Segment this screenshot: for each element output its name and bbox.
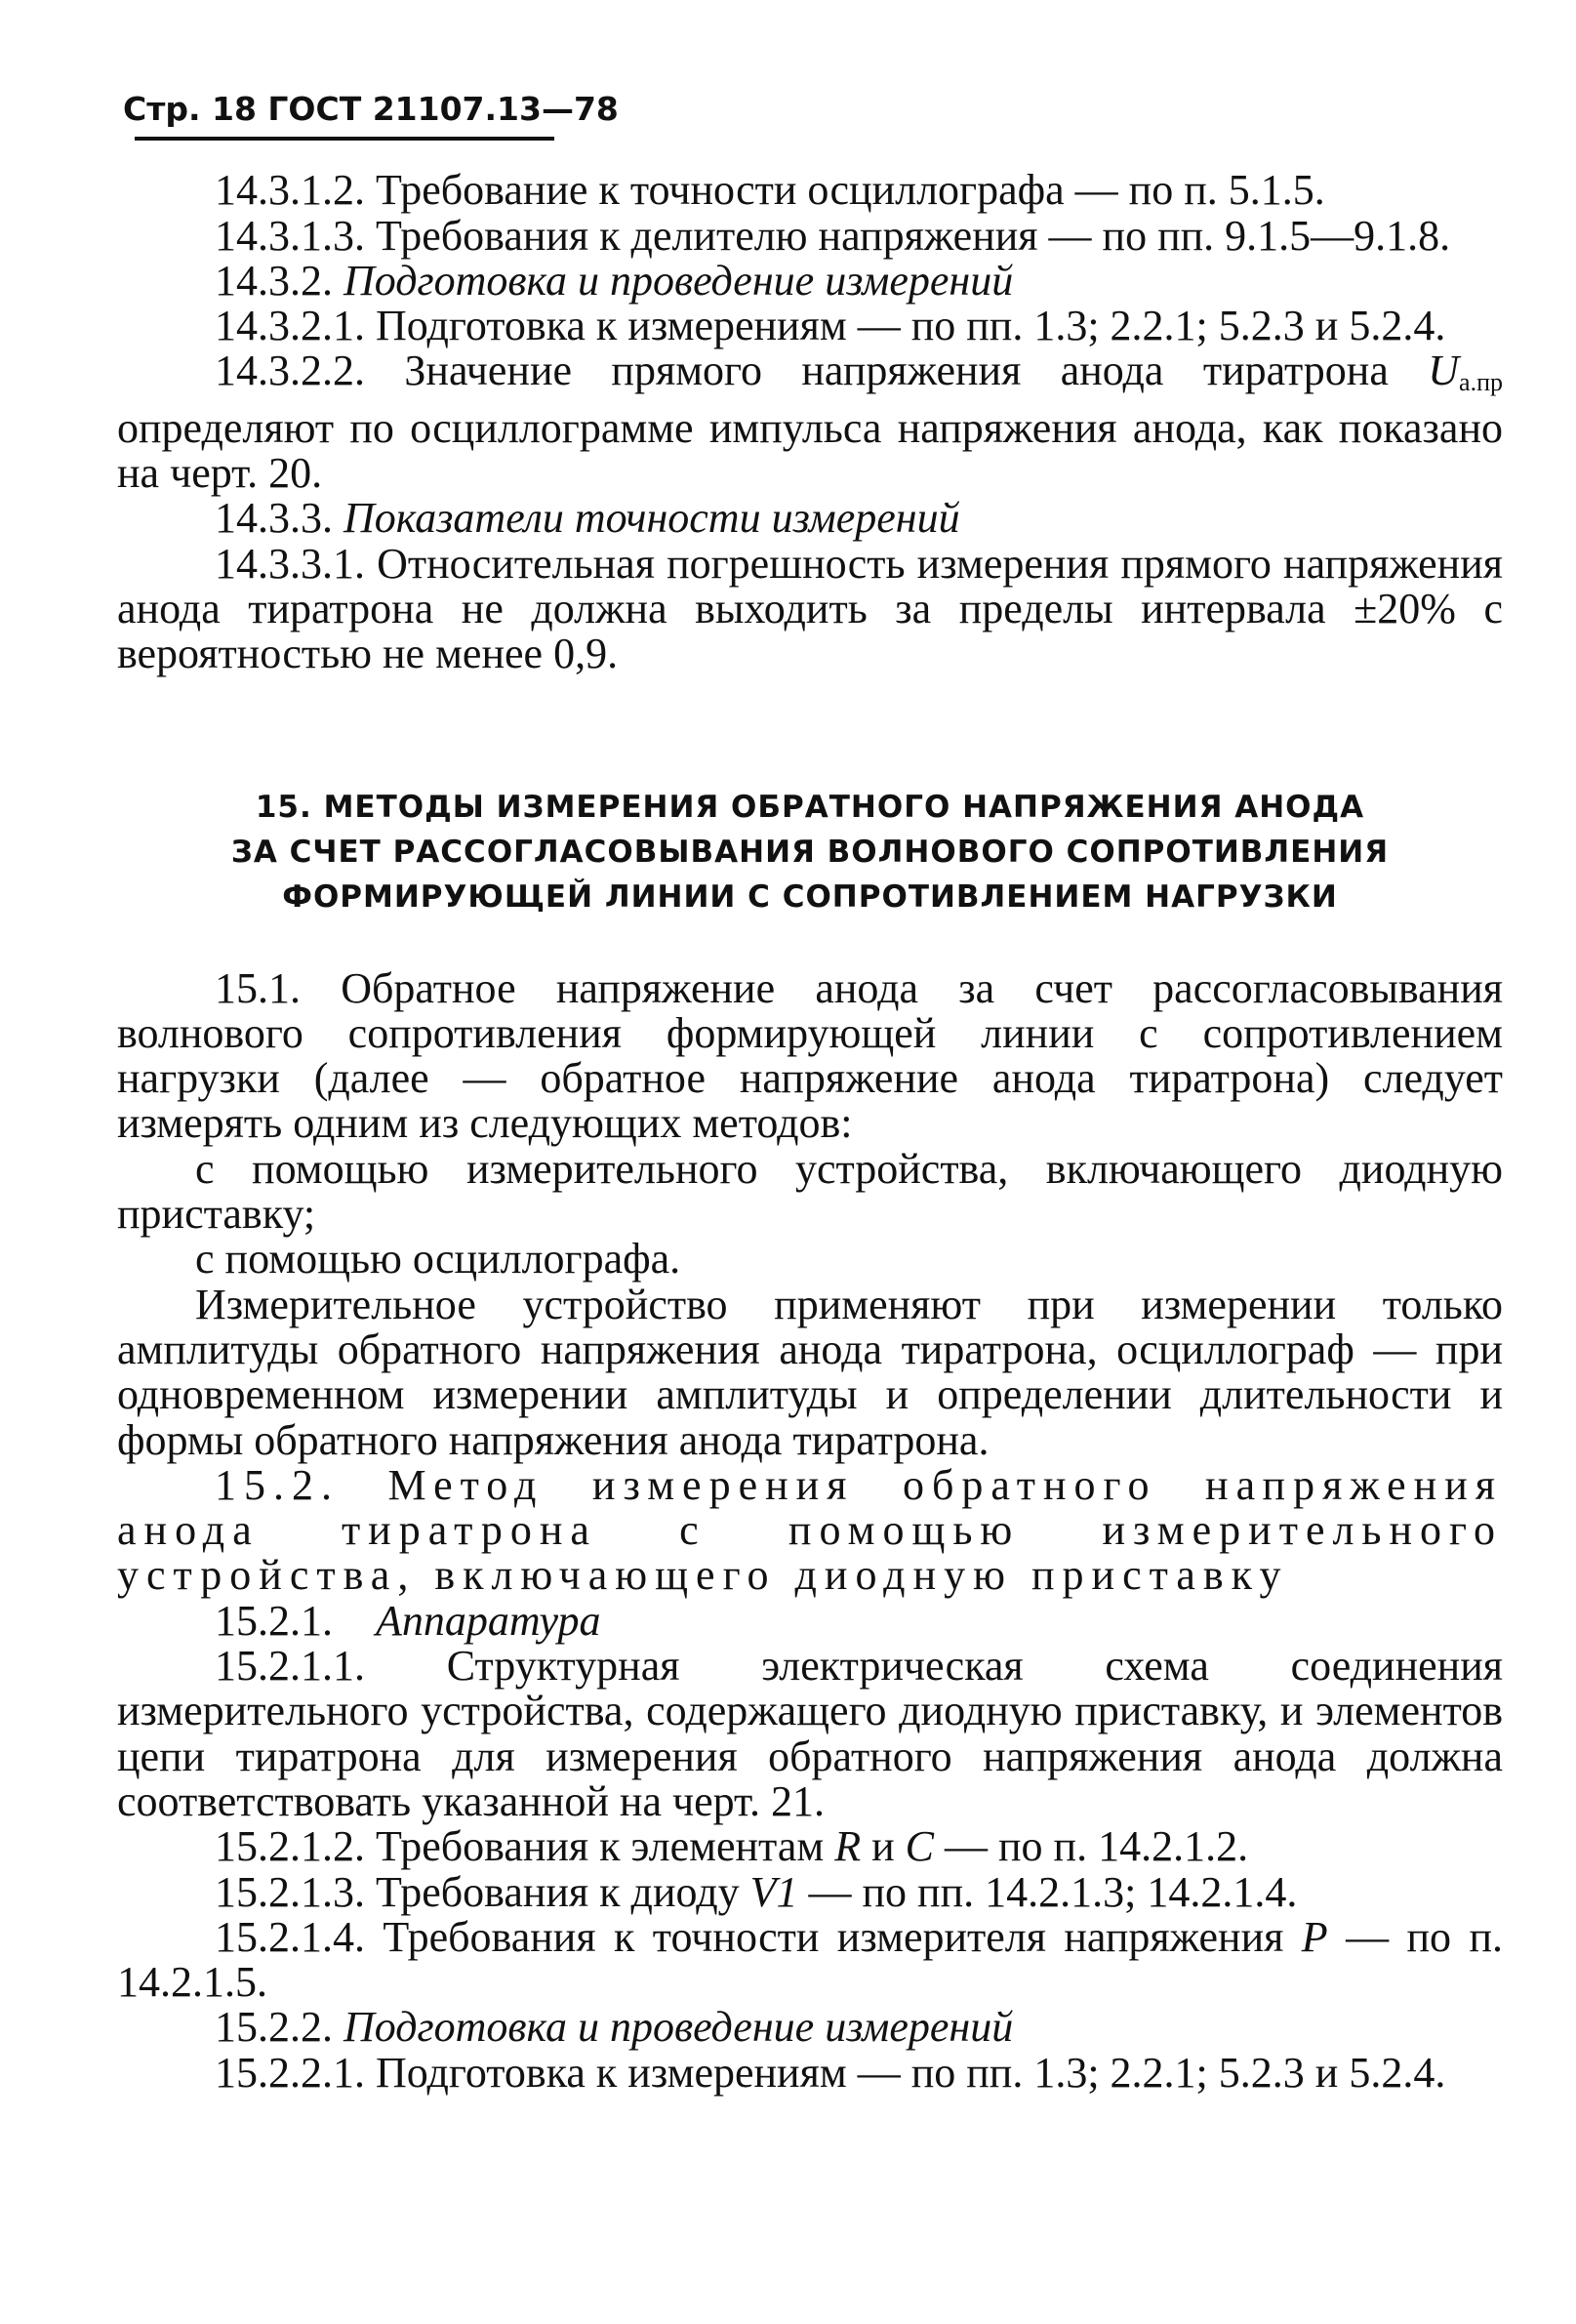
symbol-c: C: [905, 1822, 934, 1871]
paragraph-14-3-1-3: 14.3.1.3. Требования к делителю напряжения — по пп. 9.1.5—9.1.8.: [215, 211, 1451, 260]
paragraph-15-2-1-1: 15.2.1.1. Структурная электрическая схема соединения измерительного устройства, содержащего диодную приставку, и элементов цепи тиратрона для измерения обратного напряжения анода должна соответствовать указанной на черт. 21.: [117, 1642, 1503, 1825]
clause-title-15-2-1: Аппаратура: [376, 1596, 601, 1645]
paragraph-15-2-2: [117, 2005, 1503, 2050]
paragraph-15-2-1-2-and: и: [861, 1822, 906, 1871]
paragraph-15-2-1-4-text-start: 15.2.1.4. Требования к точности измерителя напряжения: [215, 1912, 1302, 1961]
clause-number-14-3-2: 14.3.2.: [215, 256, 333, 305]
paragraph-14-3-2-2-text-start: 14.3.2.2. Значение прямого напряжения анода тиратрона: [215, 347, 1429, 395]
symbol-u: U: [1428, 347, 1460, 395]
paragraph-14-3-1-2: 14.3.1.2. Требование к точности осциллографа — по п. 5.1.5.: [215, 166, 1325, 215]
paragraph-14-3-2-2: [117, 348, 1503, 496]
paragraph-15-2-1-4: [117, 1912, 1504, 2007]
section-15-heading: [117, 785, 1503, 919]
paragraph-15-2-1-2: [117, 1824, 1503, 1869]
paragraph-15-2-1-3: [117, 1867, 1503, 1916]
symbol-p: P: [1301, 1912, 1328, 1961]
clause-title-15-2-2: Подготовка и проведение измерений: [343, 2003, 1014, 2052]
paragraph-14-3-3: [117, 496, 1503, 541]
clause-title-14-3-3: Показатели точности измерений: [343, 494, 960, 543]
paragraph-15-1-note: Измерительное устройство применяют при измерении только амплитуды обратного напряжения анода тиратрона, осциллограф — при одновременном измерении амплитуды и определении длительности и формы обратного напряжения анода тиратрона.: [117, 1280, 1503, 1464]
clause-title-14-3-2: Подготовка и проведение измерений: [343, 256, 1014, 305]
method-1: с помощью измерительного устройства, включающего диодную приставку;: [117, 1144, 1503, 1239]
paragraph-15-2-1-4-text-end: — по п. 14.2.1.5.: [117, 1912, 1504, 2007]
document-page: [117, 68, 1503, 2096]
paragraph-15-2: 15.2. Метод измерения обратного напряжения анода тиратрона с помощью измерительного устройства, включающего диодную приставку: [117, 1460, 1503, 1600]
section-15-heading-line-1: 15. МЕТОДЫ ИЗМЕРЕНИЯ ОБРАТНОГО НАПРЯЖЕНИЯ АНОДА: [255, 789, 1365, 825]
clause-number-14-3-3: 14.3.3.: [215, 494, 333, 543]
symbol-u-subscript: а.пр: [1459, 368, 1503, 397]
header-rule: [135, 137, 554, 141]
running-header: Стр. 18 ГОСТ 21107.13—78: [123, 90, 619, 128]
paragraph-14-3-2-2-text-end: определяют по осциллограмме импульса напряжения анода, как показано на черт. 20.: [117, 403, 1503, 498]
clause-number-15-2-2: 15.2.2.: [215, 2003, 333, 2052]
paragraph-15-2-2-1: 15.2.2.1. Подготовка к измерениям — по пп. 1.3; 2.2.1; 5.2.3 и 5.2.4.: [215, 2048, 1446, 2097]
paragraph-14-3-3-1: 14.3.3.1. Относительная погрешность измерения прямого напряжения анода тиратрона не должна выходить за пределы интервала ±20% с вероятностью не менее 0,9.: [117, 539, 1503, 678]
paragraph-15-2-1-3-text-end: — по пп. 14.2.1.3; 14.2.1.4.: [797, 1867, 1298, 1916]
paragraph-15-2-1-2-text-end: — по п. 14.2.1.2.: [933, 1822, 1249, 1871]
section-15-heading-line-3: ФОРМИРУЮЩЕЙ ЛИНИИ С СОПРОТИВЛЕНИЕМ НАГРУЗКИ: [282, 878, 1338, 915]
paragraph-15-2-1-3-text-start: 15.2.1.3. Требования к диоду: [215, 1867, 750, 1916]
paragraph-15-2-1: [117, 1596, 1503, 1645]
section-15-heading-line-2: ЗА СЧЕТ РАССОГЛАСОВЫВАНИЯ ВОЛНОВОГО СОПРОТИВЛЕНИЯ: [230, 834, 1390, 870]
symbol-v1: V1: [749, 1867, 798, 1916]
paragraph-15-2-1-2-text-start: 15.2.1.2. Требования к элементам: [215, 1822, 835, 1871]
clause-number-15-2-1: 15.2.1.: [215, 1596, 333, 1645]
paragraph-14-3-2: [117, 256, 1503, 305]
symbol-r: R: [834, 1822, 862, 1871]
paragraph-14-3-2-1: 14.3.2.1. Подготовка к измерениям — по пп. 1.3; 2.2.1; 5.2.3 и 5.2.4.: [215, 302, 1446, 350]
method-2: с помощью осциллографа.: [195, 1235, 681, 1284]
paragraph-15-1: 15.1. Обратное напряжение анода за счет рассогласовывания волнового сопротивления формирующей линии с сопротивлением нагрузки (далее — обратное напряжение анода тиратрона) следует измерять одним из следующих методов:: [117, 963, 1503, 1148]
